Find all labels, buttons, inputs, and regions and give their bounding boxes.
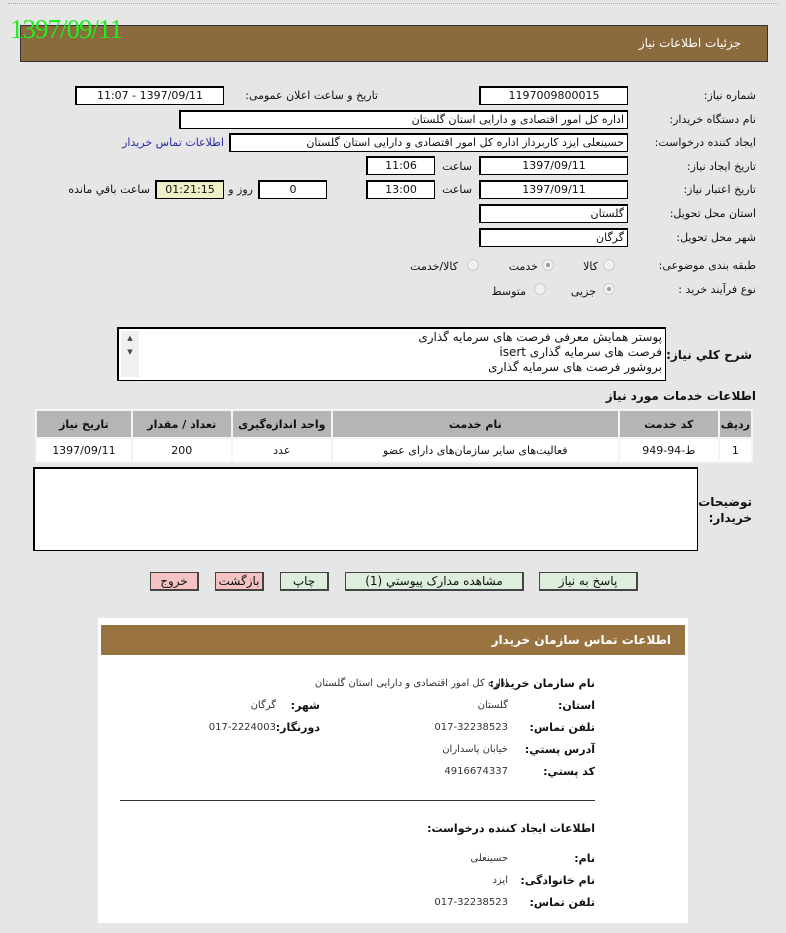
process-option-minor: جزیی <box>570 285 596 298</box>
exit-button[interactable]: خروج <box>150 572 199 591</box>
process-radio-medium[interactable] <box>534 283 546 295</box>
contact-postal: 4916674337 <box>444 766 508 777</box>
create-date-label: تاریخ ایجاد نیاز: <box>686 160 756 173</box>
category-option-both: کالا/خدمت <box>410 260 458 273</box>
days-field[interactable]: 0 <box>258 180 327 199</box>
col-header-name: نام خدمت <box>332 410 619 438</box>
scrollbar[interactable]: ▲ ▼ <box>121 331 139 377</box>
contact-phone: 017-32238523 <box>434 722 508 733</box>
table-row <box>36 438 752 462</box>
creator-name: حسینعلی <box>470 853 508 864</box>
contact-province: گلستان <box>477 700 508 711</box>
days-label: روز و <box>228 183 253 196</box>
creator-name-label: نام: <box>574 852 595 865</box>
col-header-row: ردیف <box>719 410 752 438</box>
reply-button[interactable]: پاسخ به نیاز <box>539 572 638 591</box>
contact-org: اداره کل امور اقتصادی و دارایی استان گلستان <box>314 678 508 689</box>
process-radio-minor[interactable] <box>603 283 615 295</box>
process-label: نوع فرآیند خرید : <box>678 283 756 296</box>
buyer-org-label: نام دستگاه خریدار: <box>669 113 756 126</box>
buyer-notes-label-line: خریدار: <box>708 511 752 525</box>
create-time-label: ساعت <box>442 160 472 173</box>
buyer-notes-textarea[interactable] <box>33 467 698 551</box>
cell-name: فعالیت‌های سایر سازمان‌های دارای عضو <box>332 438 619 462</box>
contact-org-label: نام سازمان خریدار: <box>489 677 595 690</box>
cell-unit: عدد <box>232 438 332 462</box>
contact-fax-label: دورنگار: <box>275 721 320 734</box>
announce-label: تاریخ و ساعت اعلان عمومی: <box>245 89 378 102</box>
category-option-goods: کالا <box>583 260 598 273</box>
buyer-contact-link[interactable]: اطلاعات تماس خریدار <box>122 136 224 149</box>
create-time-field[interactable]: 11:06 <box>366 156 435 175</box>
valid-date-label: تاریخ اعتبار نیاز: <box>683 183 756 196</box>
city-label: شهر محل تحویل: <box>676 231 756 244</box>
description-textarea[interactable] <box>117 327 666 381</box>
process-option-medium: متوسط <box>491 285 526 298</box>
city-field[interactable]: گرگان <box>479 228 628 247</box>
page-header <box>20 25 768 62</box>
description-line: پوستر همایش معرفی فرصت های سرمایه گذاری <box>418 330 662 344</box>
contact-province-label: استان: <box>558 699 595 712</box>
category-radio-service[interactable] <box>542 259 554 271</box>
cell-date: 1397/09/11 <box>36 438 132 462</box>
remaining-time-field: 01:21:15 <box>155 180 224 199</box>
contact-address-label: آدرس پستي: <box>524 743 595 756</box>
print-button[interactable]: چاپ <box>280 572 329 591</box>
contact-city-label: شهر: <box>290 699 320 712</box>
need-number-field[interactable]: 1197009800015 <box>479 86 628 105</box>
announce-field[interactable]: 1397/09/11 - 11:07 <box>75 86 224 105</box>
contact-fax: 017-2224003 <box>208 722 276 733</box>
buyer-notes-label <box>698 494 752 526</box>
creator-phone: 017-32238523 <box>434 897 508 908</box>
requester-label: ایجاد کننده درخواست: <box>654 136 756 149</box>
province-label: استان محل تحویل: <box>669 207 756 220</box>
category-radio-both[interactable] <box>467 259 479 271</box>
contact-title: اطلاعات تماس سازمان خریدار <box>491 633 671 647</box>
cell-row: 1 <box>719 438 752 462</box>
col-header-qty: تعداد / مقدار <box>132 410 232 438</box>
valid-time-label: ساعت <box>442 183 472 196</box>
page-title: جزئيات اطلاعات نياز <box>638 36 741 50</box>
services-title: اطلاعات خدمات مورد نیاز <box>605 389 756 403</box>
creator-family-label: نام خانوادگی: <box>520 874 595 887</box>
col-header-unit: واحد اندازه‌گیری <box>232 410 332 438</box>
creator-phone-label: تلفن تماس: <box>529 896 595 909</box>
contact-header <box>101 625 685 655</box>
top-divider <box>8 3 778 4</box>
back-button[interactable]: بازگشت <box>215 572 264 591</box>
requester-field[interactable]: حسینعلی ایزد کاربرداز اداره کل امور اقتصادی و دارایی استان گلستان <box>229 133 628 152</box>
contact-divider <box>120 800 595 801</box>
cell-code: ط-94-949 <box>619 438 719 462</box>
attachments-button[interactable]: مشاهده مدارک پیوستي (1) <box>345 572 524 591</box>
services-table <box>35 409 753 463</box>
buyer-org-field[interactable]: اداره کل امور اقتصادی و دارایی استان گلستان <box>179 110 628 129</box>
valid-date-field[interactable]: 1397/09/11 <box>479 180 628 199</box>
date-stamp: 1397/09/11 <box>10 14 123 44</box>
remaining-label: ساعت باقي مانده <box>68 183 150 196</box>
category-radio-goods[interactable] <box>603 259 615 271</box>
buyer-notes-label-line: توضیحات <box>698 495 752 509</box>
need-number-label: شماره نیاز: <box>703 89 756 102</box>
category-label: طبقه بندی موضوعی: <box>658 259 756 272</box>
cell-qty: 200 <box>132 438 232 462</box>
description-line: بروشور فرصت های سرمایه گذاری <box>488 360 662 374</box>
description-label: شرح کلي نياز: <box>666 348 752 362</box>
creator-family: ایزد <box>492 875 508 886</box>
contact-address: خیابان پاسداران <box>442 744 508 755</box>
valid-time-field[interactable]: 13:00 <box>366 180 435 199</box>
col-header-date: تاریخ نیاز <box>36 410 132 438</box>
contact-phone-label: تلفن تماس: <box>529 721 595 734</box>
creator-title: اطلاعات ایجاد کننده درخواست: <box>427 822 595 835</box>
province-field[interactable]: گلستان <box>479 204 628 223</box>
create-date-field[interactable]: 1397/09/11 <box>479 156 628 175</box>
col-header-code: کد خدمت <box>619 410 719 438</box>
contact-postal-label: کد پستي: <box>543 765 595 778</box>
description-line: فرصت های سرمایه گذاری isert <box>499 345 662 359</box>
buyer-contact-panel <box>98 618 688 923</box>
contact-city: گرگان <box>250 700 276 711</box>
category-option-service: خدمت <box>508 260 538 273</box>
